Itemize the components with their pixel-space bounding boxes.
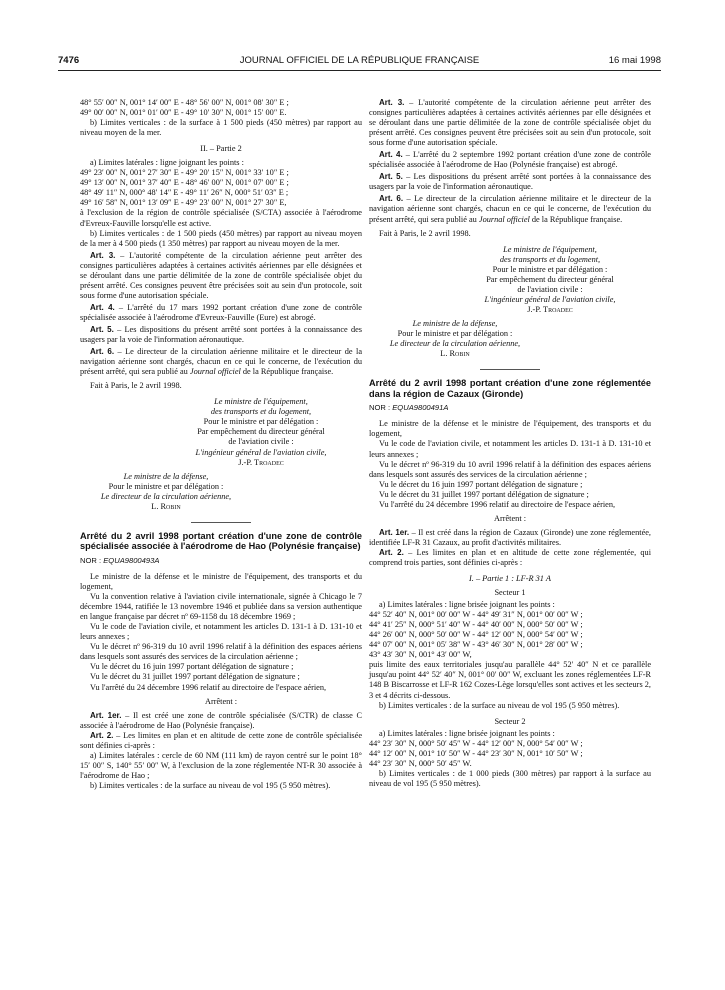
preamble: Le ministre de la défense et le ministre de l'équipement, des transports et du logement, — [80, 572, 362, 592]
vu-clause: Vu le décret du 16 juin 1997 portant délégation de signature ; — [379, 479, 583, 489]
page-header — [58, 55, 661, 69]
sector-text: puis limite des eaux territoriales jusqu'au parallèle 44° 52′ 40″ N et ce parallèle jusqu'au point 44° 52′ 40″ N, 001° 00′ 00″ W, excluant les zones réglementées LF-R 148 B Biscarrosse et LF-R 162 Cozes-Lège lorsqu'elles sont actives et les secteurs 2, 3 et 4 décrits ci-dessous. — [369, 660, 651, 700]
article-5: Art. 5. – Les dispositions du présent arrêté sont portées à la connaissance des usagers par la voie de l'information aéronautique. — [369, 172, 651, 192]
coord-line: 44° 12′ 00″ N, 001° 10′ 50″ W - 44° 23′ 30″ N, 001° 10′ 50″ W ; — [369, 748, 583, 758]
vertical-limits: b) Limites verticales : de la surface à 1 500 pieds (450 mètres) par rapport au niveau moyen de la mer. — [80, 118, 362, 138]
signature-block-equipement: Le ministre de l'équipement, des transports et du logement, Pour le ministre et par délégation : Par empêchement du directeur général de l'aviation civile : L'ingénieur général de l'aviation civile, J.-P. Troadec — [484, 244, 616, 314]
coord-line: 44° 52′ 40″ N, 001° 00′ 00″ W - 44° 49′ 31″ N, 001° 00′ 00″ W ; — [369, 610, 583, 620]
nor-reference: NOR : EQUA9800493A — [80, 555, 160, 565]
lateral-limits: a) Limites latérales : ligne brisée joignant les points : — [379, 728, 555, 738]
right-column — [369, 98, 651, 789]
signature-block-equipement: Le ministre de l'équipement, des transports et du logement, Pour le ministre et par délégation : Par empêchement du directeur général de l'aviation civile : L'ingénieur général de l'aviation civile, J.-P. Troadec — [195, 397, 327, 467]
article-1: Art. 1er. – Il est créé dans la région de Cazaux (Gironde) une zone réglementée, identifiée LF-R 31 Cazaux, au profit d'activités militaires. — [369, 527, 652, 547]
coord-line: 43° 43′ 30″ N, 001° 43′ 00″ W, — [369, 650, 472, 660]
signature-date: Fait à Paris, le 2 avril 1998. — [379, 228, 471, 238]
decree-title: Arrêté du 2 avril 1998 portant création d'une zone de contrôle spécialisée associée à l'aérodrome de Hao (Polynésie française) — [80, 530, 362, 552]
vu-clause: Vu la convention relative à l'aviation civile internationale, signée à Chicago le 7 décembre 1944, ratifiée le 13 novembre 1946 et publiée dans sa version authentique en langue française par décret nº 69-1158 du 18 décembre 1969 ; — [80, 592, 362, 622]
vu-clause: Vu le décret nº 96-319 du 10 avril 1996 relatif à la définition des espaces aériens dans lesquels sont assurés des services de la circulation aérienne ; — [80, 642, 362, 662]
coord-line: 49° 23′ 00″ N, 001° 27′ 30″ E - 49° 20′ 15″ N, 001° 33′ 10″ E ; — [80, 168, 289, 178]
signature-date: Fait à Paris, le 2 avril 1998. — [90, 381, 182, 391]
vu-clause: Vu le code de l'aviation civile, et notamment les articles D. 131-1 à D. 131-10 et leurs annexes ; — [369, 439, 651, 459]
vertical-limits: b) Limites verticales : de la surface au niveau de vol 195 (5 950 mètres). — [379, 700, 620, 710]
page-number: 7476 — [58, 55, 80, 66]
issue-date: 16 mai 1998 — [608, 55, 661, 66]
journal-title: JOURNAL OFFICIEL DE LA RÉPUBLIQUE FRANÇAISE — [239, 55, 480, 66]
vu-clause: Vu le décret du 31 juillet 1997 portant délégation de signature ; — [379, 489, 589, 499]
vu-clause: Vu l'arrêté du 24 décembre 1996 relatif au directoire de l'espace aérien, — [379, 499, 616, 509]
vertical-limits: b) Limites verticales : de 1 500 pieds (450 mètres) par rapport au niveau moyen de la mer à 4 500 pieds (1 350 mètres) par rapport au niveau moyen de la mer. — [80, 228, 362, 248]
article-1: Art. 1er. – Il est créé une zone de contrôle spécialisée (S/CTR) de classe C associée à l'aérodrome de Hao (Polynésie française). — [80, 710, 363, 730]
sector-heading: Secteur 2 — [494, 716, 526, 726]
article-2: Art. 2. – Les limites en plan et en altitude de cette zone de contrôle spécialisée sont définies ci-après : — [80, 730, 363, 750]
arretent: Arrêtent : — [204, 696, 238, 706]
signature-block-defense: Le ministre de la défense, Pour le ministre et par délégation : Le directeur de la circulation aérienne, L. Robin — [100, 471, 232, 511]
decree-title: Arrêté du 2 avril 1998 portant création d'une zone réglementée dans la région de Cazaux (Gironde) — [369, 378, 651, 399]
lateral-limits: a) Limites latérales : ligne joignant les points : — [90, 158, 244, 168]
vu-clause: Vu le code de l'aviation civile, et notamment les articles D. 131-1 à D. 131-10 et leurs annexes ; — [80, 622, 362, 642]
coord-line: 49° 00′ 00″ N, 001° 01′ 00″ E - 49° 10′ 30″ N, 001° 15′ 00″ E. — [80, 108, 287, 118]
coord-line: 44° 07′ 00″ N, 001° 05′ 38″ W - 43° 46′ 30″ N, 001° 28′ 00″ W ; — [369, 640, 583, 650]
coord-line: 48° 55′ 00″ N, 001° 14′ 00″ E - 48° 56′ 00″ N, 001° 08′ 30″ E ; — [80, 98, 289, 107]
coord-line: 44° 41′ 25″ N, 000° 51′ 40″ W - 44° 40′ 00″ N, 000° 50′ 00″ W ; — [369, 620, 583, 630]
preamble: Le ministre de la défense et le ministre de l'équipement, des transports et du logement, — [369, 419, 651, 439]
vertical-limits: b) Limites verticales : de la surface au niveau de vol 195 (5 950 mètres). — [90, 780, 331, 790]
coord-line: 44° 26′ 00″ N, 000° 50′ 00″ W - 44° 12′ 00″ N, 000° 54′ 00″ W ; — [369, 630, 583, 640]
article-5: Art. 5. – Les dispositions du présent arrêté sont portées à la connaissance des usagers par la voie de l'information aéronautique. — [80, 324, 362, 345]
coord-line: 49° 16′ 58″ N, 001° 13′ 09″ E - 49° 23′ 00″ N, 001° 27′ 30″ E, — [80, 198, 287, 208]
article-6: Art. 6. – Le directeur de la circulation aérienne militaire et le directeur de la navigation aérienne sont chargés, chacun en ce qui le concerne, de l'exécution du présent arrêté, qui sera publié au Journal officiel de la République française. — [369, 194, 651, 224]
part-heading: II. – Partie 2 — [200, 144, 242, 154]
header-rule — [58, 70, 661, 71]
article-2: Art. 2. – Les limites en plan et en altitude de cette zone réglementée, qui comprend trois parties, sont définies ci-après : — [369, 547, 652, 567]
coord-line: 44° 23′ 30″ N, 000° 50′ 45″ W - 44° 12′ 00″ N, 000° 54′ 00″ W ; — [369, 738, 583, 748]
article-3: Art. 3. – L'autorité compétente de la circulation aérienne peut arrêter des consignes particulières adaptées à certaines activités aériennes par elle désignées et se déroulant dans une partie délimitée de la zone de contrôle spécialisée objet du présent arrêté. Ces consignes peuvent être précisées soit au sein d'un protocole, soit sous forme d'une autorisation spéciale. — [80, 250, 362, 300]
sector-heading: Secteur 1 — [494, 588, 526, 598]
exclusion-text: à l'exclusion de la région de contrôle spécialisée (S/CTA) associée à l'aérodrome d'Evreux-Fauville lorsqu'elle est active. — [80, 208, 362, 228]
lateral-limits: a) Limites latérales : cercle de 60 NM (111 km) de rayon centré sur le point 18° 15′ 00″ S, 140° 55′ 00″ W, à l'exclusion de la zone réglementée NT-R 30 associée à l'aérodrome de Hao ; — [80, 750, 362, 780]
article-3: Art. 3. – L'autorité compétente de la circulation aérienne peut arrêter des consignes particulières adaptées à certaines activités aériennes par elle désignées et se déroulant dans une partie délimitée de la zone de contrôle spécialisée objet du présent arrêté. Ces consignes peuvent être précisées soit au sein d'un protocole, soit sous forme d'une autorisation spéciale. — [369, 98, 651, 148]
arretent: Arrêtent : — [493, 513, 527, 523]
article-6: Art. 6. – Le directeur de la circulation aérienne militaire et le directeur de la navigation aérienne sont chargés, chacun en ce qui le concerne, de l'exécution du présent arrêté, qui sera publié au Journal officiel de la République française. — [80, 347, 362, 377]
coord-line: 48° 49′ 11″ N, 000° 48′ 14″ E - 49° 11′ 26″ N, 000° 51′ 03″ E ; — [80, 188, 289, 198]
signature-block-defense: Le ministre de la défense, Pour le ministre et par délégation : Le directeur de la circulation aérienne, L. Robin — [389, 318, 521, 359]
vu-clause: Vu le décret du 16 juin 1997 portant délégation de signature ; — [90, 662, 294, 672]
vu-clause: Vu l'arrêté du 24 décembre 1996 relatif au directoire de l'espace aérien, — [90, 682, 327, 692]
nor-reference: NOR : EQUA9800491A — [369, 403, 449, 413]
coord-line: 49° 13′ 00″ N, 001° 37′ 40″ E - 48° 46′ 00″ N, 001° 07′ 00″ E ; — [80, 178, 289, 188]
vu-clause: Vu le décret du 31 juillet 1997 portant délégation de signature ; — [90, 672, 300, 682]
article-4: Art. 4. – L'arrêté du 17 mars 1992 portant création d'une zone de contrôle spécialisée associée à l'aérodrome d'Evreux-Fauville (Eure) est abrogé. — [80, 302, 362, 322]
lateral-limits: a) Limites latérales : ligne brisée joignant les points : — [379, 600, 555, 610]
vertical-limits: b) Limites verticales : de 1 000 pieds (300 mètres) par rapport à la surface au niveau de vol 195 (5 950 mètres). — [369, 768, 651, 788]
part-heading: I. – Partie 1 : LF-R 31 A — [469, 574, 551, 584]
left-column — [80, 98, 362, 791]
article-4: Art. 4. – L'arrêté du 2 septembre 1992 portant création d'une zone de contrôle spécialisée associée à l'aérodrome de Hao (Polynésie française) est abrogé. — [369, 150, 651, 170]
vu-clause: Vu le décret nº 96-319 du 10 avril 1996 relatif à la définition des espaces aériens dans lesquels sont assurés des services de la circulation aérienne ; — [369, 459, 651, 479]
coord-line: 44° 23′ 30″ N, 000° 50′ 45″ W. — [369, 758, 472, 768]
